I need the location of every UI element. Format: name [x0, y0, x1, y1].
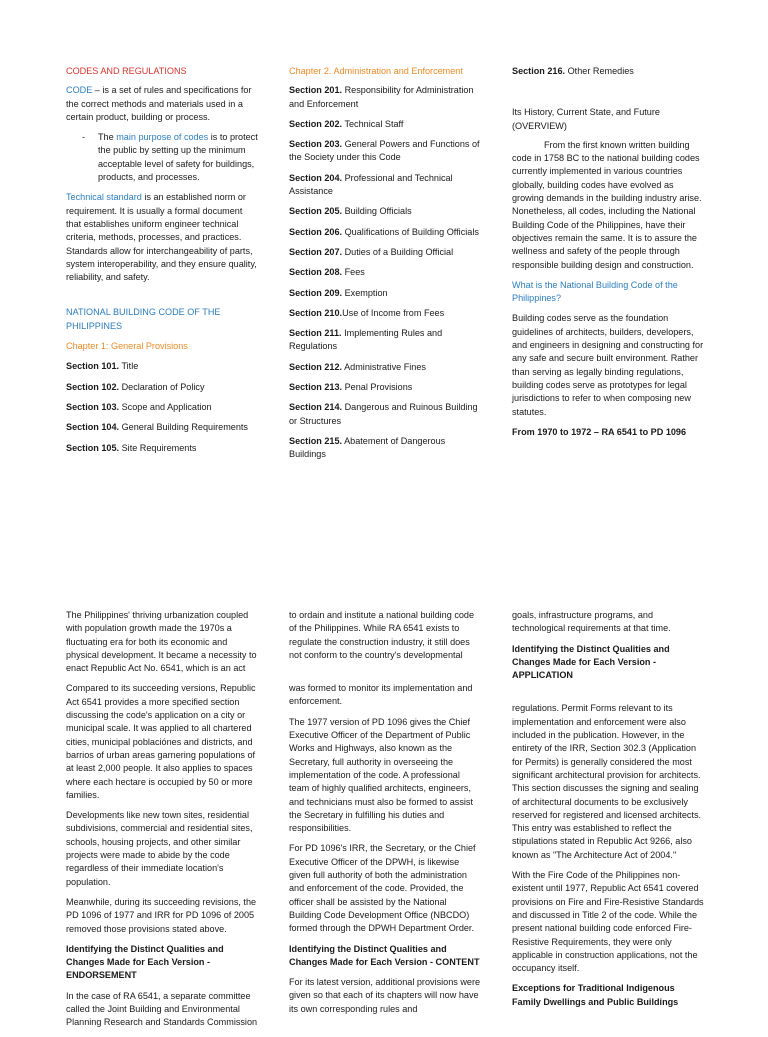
section-entry: [66, 360, 258, 373]
section-entry: [289, 327, 481, 354]
section-title: General Building Requirements: [119, 422, 248, 433]
section-entry: [289, 205, 481, 218]
section-number: Section 102.: [66, 381, 120, 392]
section-title: Qualifications of Building Officials: [342, 226, 479, 237]
section-number: Section 213.: [289, 382, 343, 393]
section-title: Abatement of Dangerous Buildings: [289, 435, 446, 460]
section-number: Section 201.: [289, 85, 343, 96]
section-number: Section 210.: [289, 307, 343, 318]
code-def-text: – is a set of rules and specifications for the correct methods and materials used in a certain product, building or process.: [66, 85, 252, 122]
section-number: Section 103.: [66, 401, 120, 412]
lower3-p2: regulations. Permit Forms relevant to its implementation and enforcement were also included in the publication. However, in the entirety of the IRR, Section 302.3 (Application for Permits) is generally considered the most significant architectural provision for architects. This section discusses the signing and sealing of architectural documents to be exclusively reserved for registered and licensed architects. This entry was established to reflect the stipulations stated in Republic Act 9266, also known as "The Architecture Act of 2004.": [512, 703, 702, 860]
lower1-p1: The Philippines' thriving urbanization coupled with population growth made the 1970s a fluctuating era for both its economic and physical development. It became a necessity to enact Republic Act No. 6541, which is an act: [66, 610, 257, 674]
section-number: Section 203.: [289, 139, 343, 150]
section-entry: [289, 287, 481, 300]
bullet-text: [98, 131, 258, 184]
lower2-p4: For PD 1096's IRR, the Secretary, or the Chief Executive Officer of the DPWH, is likewise given full authority of both the administration and enforcement of the code. Provided, the officer shall be assisted by the National Building Code Development Office (NBCDO) formed through the DPWH Department Order.: [289, 843, 476, 934]
lower1-p2: Compared to its succeeding versions, Republic Act 6541 provides a more specified section discussing the code's application on a city or municipal scale. It was applied to all chartered cities, municipal poblaciónes and districts, and barrios of urban areas garnering populations of at least 2,000 people. It also applies to spaces where each hectare is occupied by 50 or more families.: [66, 683, 256, 800]
chapter-2-heading: Chapter 2. Administration and Enforcement: [289, 66, 463, 76]
section-number: Section 204.: [289, 172, 343, 183]
chapter-2-sections: [289, 84, 481, 461]
lower3-p1: goals, infrastructure programs, and technological requirements at that time.: [512, 610, 671, 634]
section-title: Administrative Fines: [342, 361, 426, 372]
bullet-dash: -: [82, 132, 86, 143]
section-title: Professional and Technical Assistance: [289, 172, 453, 197]
bullet-pre: The: [98, 132, 117, 143]
section-entry: [289, 435, 481, 462]
section-title: Fees: [342, 267, 365, 278]
content-heading: Identifying the Distinct Qualities and Changes Made for Each Version - CONTENT: [289, 943, 480, 967]
section-number: Section 207.: [289, 246, 343, 257]
codes-heading: CODES AND REGULATIONS: [66, 66, 187, 76]
section-number: Section 202.: [289, 118, 343, 129]
section-number: Section 105.: [66, 442, 120, 453]
section-entry: [289, 401, 481, 428]
endorsement-heading: Identifying the Distinct Qualities and Changes Made for Each Version - ENDORSEMENT: [66, 943, 224, 981]
section-entry: [289, 172, 481, 199]
section-number: Section 104.: [66, 422, 120, 433]
upper-column-1: [66, 65, 258, 462]
section-title: Dangerous and Ruinous Building or Structures: [289, 402, 478, 426]
application-heading: Identifying the Distinct Qualities and Changes Made for Each Version - APPLICATION: [512, 643, 670, 681]
section-title: Technical Staff: [342, 118, 404, 129]
lower3-p3: With the Fire Code of the Philippines non-existent until 1977, Republic Act 6541 covered provisions on Fire and Fire-Resistive Standards and discussed in Title 2 of the code. While the present national building code enforced Fire-Resistive Requirements, they were only applicable in construction applications, not the occupancy itself.: [512, 870, 704, 974]
section-entry: [66, 421, 258, 434]
section-entry: [66, 381, 258, 394]
section-title: General Powers and Functions of the Society under this Code: [289, 139, 480, 163]
section-number: Section 212.: [289, 361, 343, 372]
technical-standard-def: [66, 191, 258, 284]
history-body: From the first known written building code in 1758 BC to the national building codes currently implemented in various countries globally, building codes have evolved as growing demands in the building industry arise. Nonetheless, all codes, including the National Building Code of the Philippines, have their objectives remain the same. It is to assure the wellness and safety of the people through responsible building design and construction.: [512, 139, 702, 270]
section-title: Implementing Rules and Regulations: [289, 328, 443, 352]
section-number: Section 206.: [289, 226, 343, 237]
section-216: [512, 65, 704, 78]
section-title: Building Officials: [342, 206, 412, 217]
lower-column-3: [512, 609, 704, 1016]
section-entry: [66, 442, 258, 455]
section-number: Section 205.: [289, 206, 343, 217]
code-definition: [66, 84, 258, 124]
section-216-num: Section 216.: [512, 66, 566, 76]
section-entry: [289, 361, 481, 374]
lower1-p5: In the case of RA 6541, a separate committee called the Joint Building and Environmental Planning Research and Standards Commission: [66, 990, 258, 1028]
from-heading: From 1970 to 1972 – RA 6541 to PD 1096: [512, 426, 687, 437]
section-number: Section 211.: [289, 328, 342, 339]
section-entry: [289, 138, 481, 165]
history-heading: Its History, Current State, and Future (OVERVIEW): [512, 107, 660, 131]
section-entry: [289, 118, 481, 131]
section-entry: [289, 84, 481, 111]
section-title: Penal Provisions: [342, 382, 413, 393]
lower2-p3: The 1977 version of PD 1096 gives the Chief Executive Officer of the Department of Public Works and Highways, also known as the Secretary, full authority in overseeing the implementation of the code. A professional team of highly qualified architects, engineers, and technicians must also be formed to assist the Secretary in fulfilling his duties and responsibilities.: [289, 716, 473, 834]
purpose-bullet: [66, 131, 258, 184]
section-entry: [289, 246, 481, 259]
lower1-p4: Meanwhile, during its succeeding revisions, the PD 1096 of 1977 and IRR for PD 1096 of 2005 removed those provisions stated above.: [66, 896, 257, 934]
lower2-p2: was formed to monitor its implementation and enforcement.: [289, 683, 473, 707]
section-entry: [289, 266, 481, 279]
section-216-title: Other Remedies: [565, 66, 634, 76]
bullet-post: is to protect the public by setting up the minimum acceptable level of safety for buildings, products, and processes.: [98, 132, 258, 183]
lower-column-1: [66, 609, 258, 1037]
lower-column-2: [289, 609, 481, 1023]
nbc-heading: NATIONAL BUILDING CODE OF THE PHILIPPINES: [66, 307, 221, 331]
section-number: Section 214.: [289, 402, 343, 413]
section-number: Section 208.: [289, 267, 343, 278]
exceptions-heading: Exceptions for Traditional Indigenous Family Dwellings and Public Buildings: [512, 983, 679, 1007]
section-title: Responsibility for Administration and Enforcement: [289, 85, 474, 109]
tech-term: Technical standard: [66, 192, 142, 203]
chapter-1-heading: Chapter 1: General Provisions: [66, 341, 188, 352]
lower2-p5: For its latest version, additional provisions were given so that each of its chapters will now have its own corresponding rules and: [289, 977, 481, 1014]
section-number: Section 215.: [289, 435, 343, 446]
section-title: Use of Income from Fees: [342, 307, 445, 318]
section-entry: [289, 381, 481, 394]
chapter-1-sections: [66, 360, 258, 454]
section-title: Duties of a Building Official: [342, 246, 454, 257]
section-title: Site Requirements: [119, 442, 197, 453]
lower2-p1: to ordain and institute a national building code of the Philippines. While RA 6541 exists to regulate the construction industry, it still does not conform to the country's developmental: [289, 610, 475, 660]
tech-def-text: is an established norm or requirement. It is usually a formal document that establishes uniform engineer technical criteria, methods, processes, and practices. Standards allow for interchangeability of parts, system interoperability, and they ensure quality, reliability, and safety.: [66, 192, 257, 283]
section-title: Scope and Application: [119, 401, 212, 412]
section-entry: [66, 401, 258, 414]
section-title: Exemption: [342, 287, 388, 298]
what-body: Building codes serve as the foundation guidelines of architects, builders, developers, and engineers in designing and constructing for any safe and secure built environment. Rather than serving as legally binding regulations, building codes serve as prototypes for legal jurisdictions to refer to when composing new statutes.: [512, 313, 704, 417]
section-number: Section 209.: [289, 287, 343, 298]
upper-column-3: [512, 65, 704, 446]
what-heading: What is the National Building Code of the Philippines?: [512, 279, 678, 304]
section-title: Title: [119, 361, 139, 372]
upper-column-2: [289, 65, 481, 469]
section-title: Declaration of Policy: [119, 381, 205, 392]
section-entry: [289, 307, 481, 320]
bullet-term: main purpose of codes: [116, 132, 209, 143]
section-entry: [289, 226, 481, 239]
code-term: CODE: [66, 85, 93, 96]
section-number: Section 101.: [66, 361, 120, 372]
lower1-p3: Developments like new town sites, residential subdivisions, commercial and residential sites, schools, housing projects, and other similar projects were made to abide by the code regardless of their immediate location's population.: [66, 810, 253, 887]
